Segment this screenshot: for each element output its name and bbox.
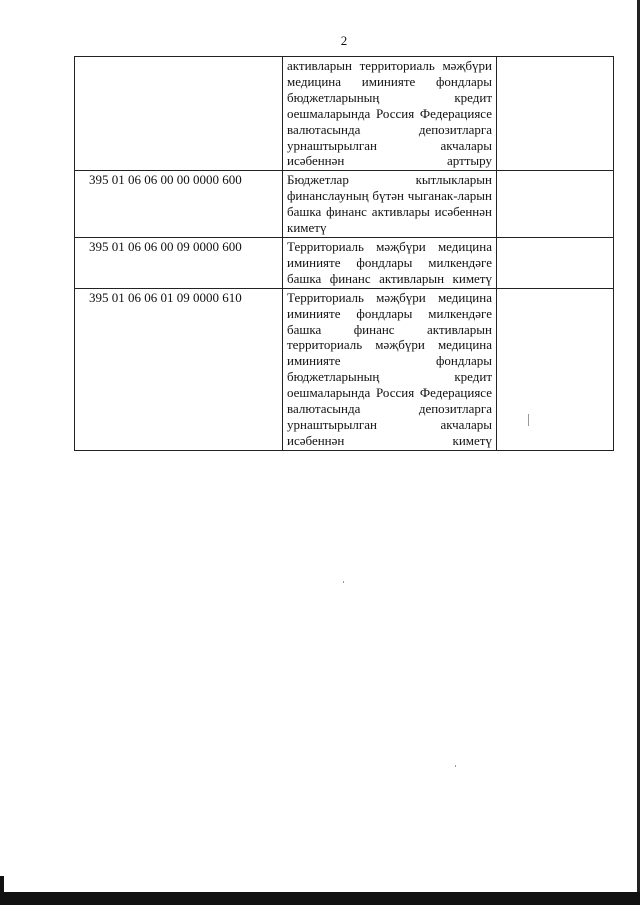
scan-edge-bottom: [0, 892, 640, 905]
scan-speck: [528, 414, 529, 426]
description-cell: [283, 288, 497, 450]
code-cell: 395 01 06 06 01 09 0000 610: [75, 288, 283, 450]
amount-cell: [497, 171, 614, 238]
code-cell: 395 01 06 06 00 00 0000 600: [75, 171, 283, 238]
amount-cell: [497, 57, 614, 171]
amount-cell: [497, 237, 614, 288]
description-cell: [283, 171, 497, 238]
description-text: Территориаль мәҗбүри медицина иминияте фондлары милкендәге башка финанс активларын киметү: [287, 238, 492, 286]
page-number: 2: [340, 33, 348, 48]
scan-speck: [455, 765, 456, 767]
table-row: [75, 171, 614, 238]
description-text: Бюджетлар кытлыкларын финанслауның бүтән чыганак-ларын башка финанс активлары исәбеннән киметү: [287, 172, 492, 236]
description-cell: [283, 237, 497, 288]
budget-classification-table: [74, 56, 614, 451]
description-text: активларын территориаль мәҗбүри медицина иминияте фондлары бюджетларының кредит оешмаларында Россия Федерациясе валютасында депозитларга урнаштырылган акчалары исәбеннән арттыру: [287, 58, 492, 169]
code-cell: 395 01 06 06 00 09 0000 600: [75, 237, 283, 288]
amount-cell: [497, 288, 614, 450]
scan-speck: [343, 581, 344, 583]
code-cell: [75, 57, 283, 171]
table-row: [75, 237, 614, 288]
table-row: [75, 57, 614, 171]
description-cell: [283, 57, 497, 171]
table-row: [75, 288, 614, 450]
description-text: Территориаль мәҗбүри медицина иминияте фондлары милкендәге башка финанс активларын территориаль мәҗбүри медицина иминияте фондлары бюджетларының кредит оешмаларында Россия Федерациясе валютасында депозитларга урнаштырылган акчалары исәбеннән киметү: [287, 289, 492, 448]
